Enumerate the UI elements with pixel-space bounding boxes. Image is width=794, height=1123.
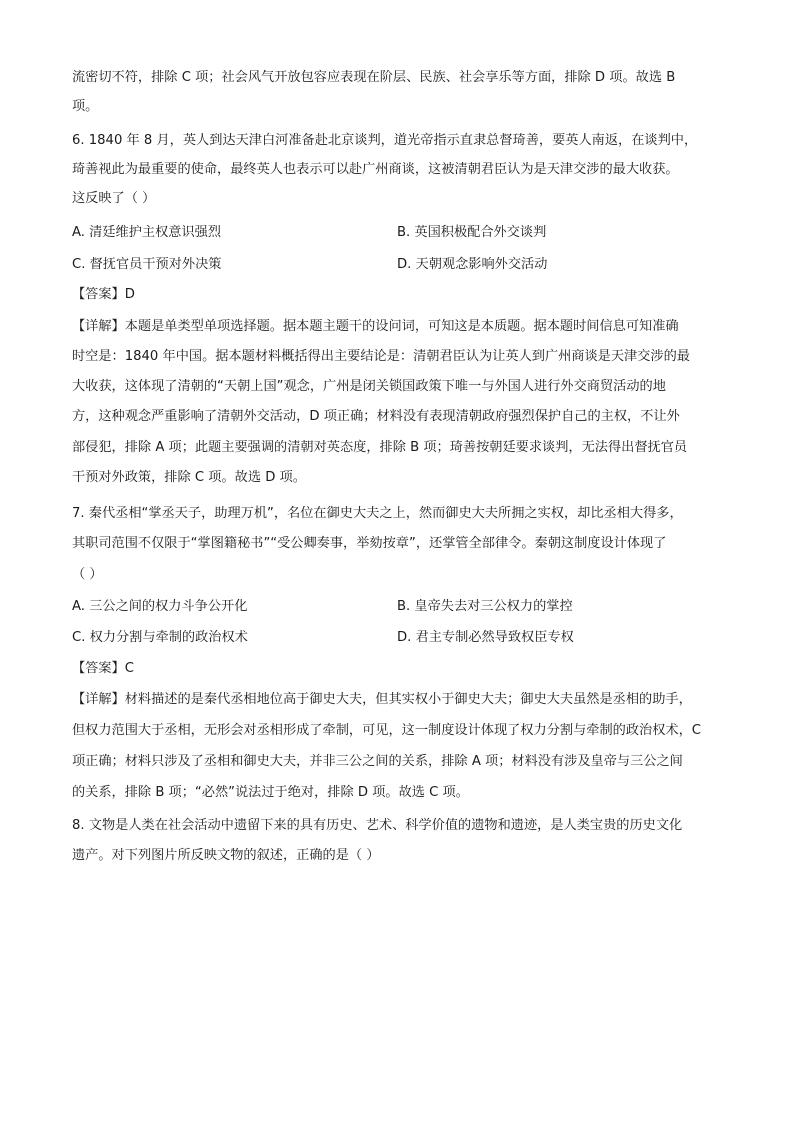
q6-option-b: B. 英国积极配合外交谈判 <box>397 225 547 240</box>
q6-explanation-line: 大收获，这体现了清朝的“天朝上国”观念，广州是闭关锁国政策下唯一与外国人进行外交商贸活动的地 <box>72 379 666 394</box>
q6-stem-line: 这反映了（ ） <box>72 191 156 206</box>
q7-option-d: D. 君主专制必然导致权臣专权 <box>397 630 574 645</box>
q8-stem-line: 遗产。对下列图片所反映文物的叙述，正确的是（ ） <box>72 848 380 863</box>
q7-option-a: A. 三公之间的权力斗争公开化 <box>72 599 248 614</box>
q6-answer: 【答案】D <box>72 287 135 302</box>
q7-explanation-line: 【详解】材料描述的是秦代丞相地位高于御史大夫，但其实权小于御史大夫；御史大夫虽然是丞相的助手， <box>72 692 692 707</box>
q6-stem-line: 6. 1840 年 8 月，英人到达天津白河准备赴北京谈判，道光帝指示直隶总督琦善，要英人南返，在谈判中， <box>72 133 698 148</box>
q6-explanation-line: 时空是：1840 年中国。据本题材料概括得出主要结论是：清朝君臣认为让英人到广州商谈是天津交涉的最 <box>72 349 690 364</box>
q6-explanation-line: 干预对外政策，排除 C 项。故选 D 项。 <box>72 470 306 485</box>
q7-stem-line: （ ） <box>72 567 103 582</box>
q5-explanation-line: 项。 <box>72 99 99 114</box>
q7-option-b: B. 皇帝失去对三公权力的掌控 <box>397 599 573 614</box>
q8-stem-line: 8. 文物是人类在社会活动中遗留下来的具有历史、艺术、科学价值的遗物和遗迹，是人类宝贵的历史文化 <box>72 818 683 833</box>
q7-stem-line: 7. 秦代丞相“掌丞天子，助理万机”，名位在御史大夫之上，然而御史大夫所拥之实权，却比丞相大得多， <box>72 506 683 521</box>
q7-option-c: C. 权力分割与牵制的政治权术 <box>72 630 248 645</box>
q7-explanation-line: 的关系，排除 B 项；“必然”说法过于绝对，排除 D 项。故选 C 项。 <box>72 785 469 800</box>
q6-explanation-line: 方，这种观念严重影响了清朝外交活动，D 项正确；材料没有表现清朝政府强烈保护自己的主权，不让外 <box>72 409 680 424</box>
q6-option-d: D. 天朝观念影响外交活动 <box>397 257 548 272</box>
q5-explanation-line: 流密切不符，排除 C 项；社会风气开放包容应表现在阶层、民族、社会享乐等方面，排除 D 项。故选 B <box>72 70 676 85</box>
q7-explanation-line: 但权力范围大于丞相，无形会对丞相形成了牵制，可见，这一制度设计体现了权力分割与牵制的政治权术，C <box>72 723 702 738</box>
q6-explanation-line: 【详解】本题是单类型单项选择题。据本题主题干的设问词，可知这是本质题。据本题时间信息可知准确 <box>72 319 679 334</box>
q7-stem-line: 其职司范围不仅限于“掌图籍秘书”“受公卿奏事，举劾按章”，还掌管全部律令。秦朝这制度设计体现了 <box>72 536 667 551</box>
q6-explanation-line: 部侵犯，排除 A 项；此题主要强调的清朝对英态度，排除 B 项；琦善按朝廷要求谈判，无法得出督抚官员 <box>72 440 688 455</box>
q7-answer: 【答案】C <box>72 661 134 676</box>
q6-stem-line: 琦善视此为最重要的使命，最终英人也表示可以赴广州商谈，这被清朝君臣认为是天津交涉的最大收获。 <box>72 162 679 177</box>
q7-explanation-line: 项正确；材料只涉及了丞相和御史大夫，并非三公之间的关系，排除 A 项；材料没有涉及皇帝与三公之间 <box>72 754 683 769</box>
q6-option-c: C. 督抚官员干预对外决策 <box>72 257 222 272</box>
q6-option-a: A. 清廷维护主权意识强烈 <box>72 225 222 240</box>
